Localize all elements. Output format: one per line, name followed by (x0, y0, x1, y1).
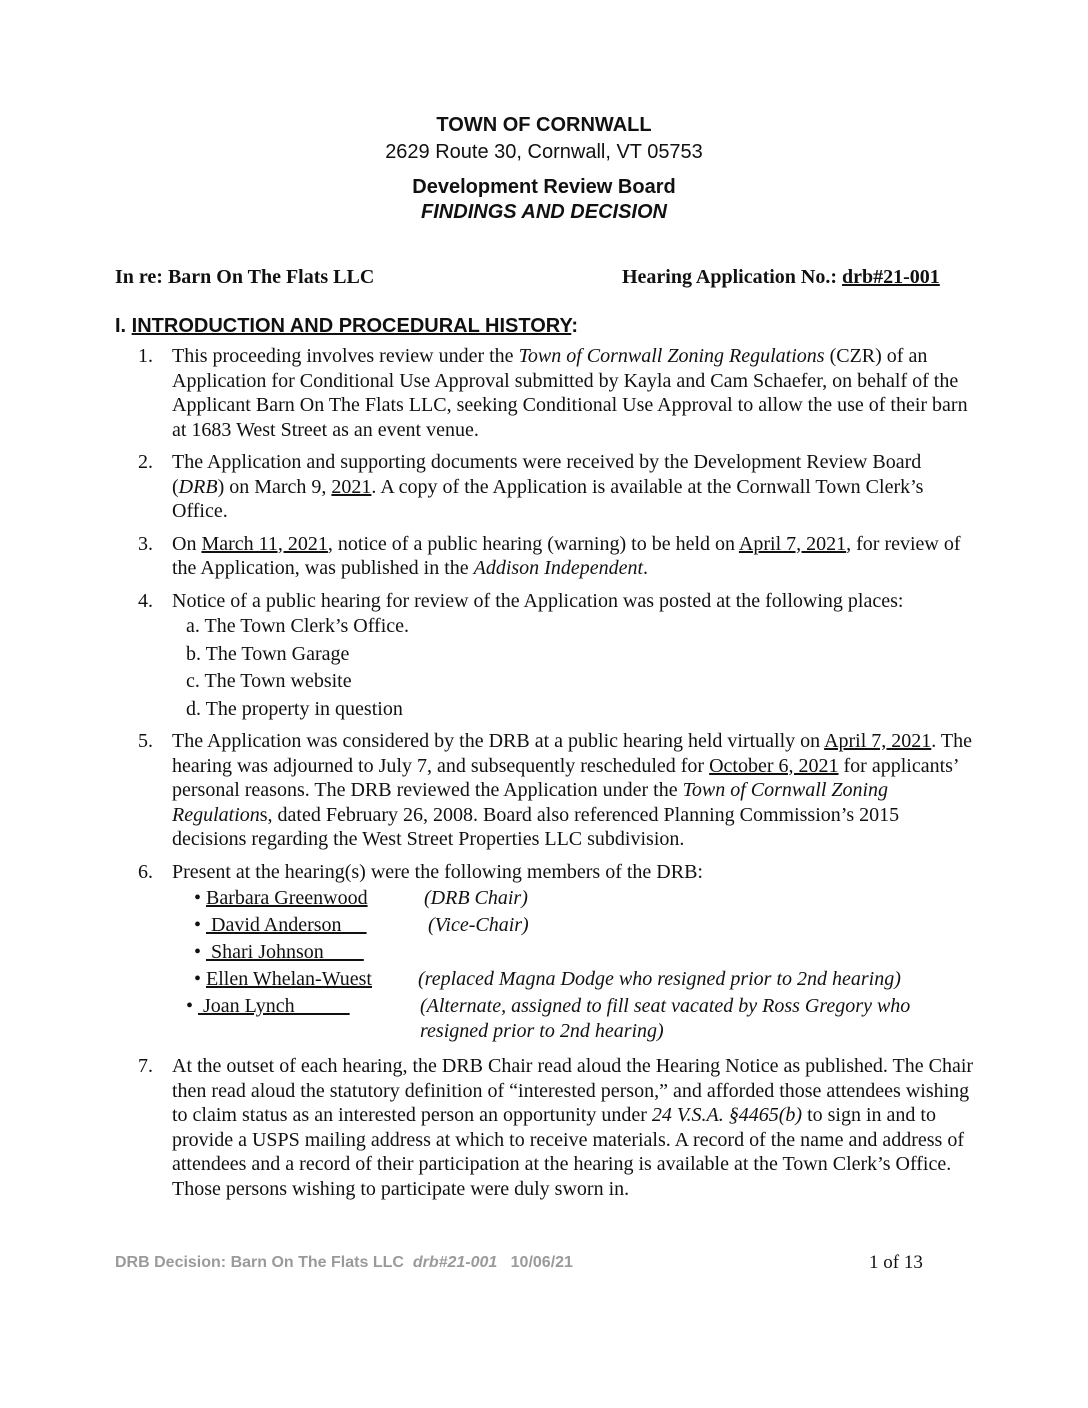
item-number: 7. (138, 1055, 153, 1077)
application-number-value: drb#21-001 (842, 266, 940, 288)
item-text: Notice of a public hearing for review of the Application was posted at the following places: (172, 589, 904, 612)
footer-date: 10/06/21 (497, 1254, 573, 1271)
member-row (194, 940, 978, 967)
page-number: 1 of 13 (869, 1252, 923, 1273)
board-name: Development Review Board (412, 176, 676, 198)
item-text: . A copy of the Application is available at the Cornwall Town Clerk’s Office. (172, 475, 924, 522)
item-number: 3. (138, 532, 153, 555)
item-text: . (643, 557, 649, 579)
section-heading (115, 315, 578, 338)
item-number: 4. (138, 589, 153, 612)
member-row (194, 886, 978, 913)
document-body (138, 344, 978, 1209)
item-number: 6. (138, 860, 153, 883)
item-text: to sign in and to provide a USPS mailing address at which to receive materials. A record of the name and address of attendees and a record of their participation at the hearing is available at the Town Clerk’s Office. Those persons wishing to participate were duly sworn in. (172, 1104, 964, 1200)
bullet: • (194, 914, 202, 936)
list-item (138, 860, 978, 1047)
member-name: Ellen Whelan-Wuest (206, 968, 372, 990)
posting-place: d. The property in question (186, 697, 403, 720)
member-row (186, 994, 978, 1046)
item-number: 2. (138, 451, 153, 473)
posting-places (186, 613, 978, 723)
item-text: ) on March 9, (217, 475, 332, 498)
item-text: This proceeding involves review under the (172, 345, 519, 367)
section-title: INTRODUCTION AND PROCEDURAL HISTORY (131, 315, 572, 337)
item-text: (CZR) of an Application for Conditional Use Approval submitted by Kayla and Cam Schaefer, on behalf of the Applicant Barn On The Flats LLC, seeking Conditional Use Approval to allow the use of their barn at 1683 West Street as an event venue. (172, 345, 968, 441)
item-text-italic: DRB (178, 475, 218, 498)
bullet: • (194, 887, 202, 909)
bullet: • (186, 995, 194, 1017)
posting-place: c. The Town website (186, 670, 352, 692)
item-text: , notice of a public hearing (warning) to be held on (327, 532, 739, 555)
in-re-caption: In re: Barn On The Flats LLC (115, 266, 375, 288)
item-text: The Application and supporting documents were received by the Development Review Board ( (172, 451, 922, 498)
section-colon: : (571, 315, 578, 337)
member-name: Barbara Greenwood (206, 887, 368, 909)
member-list (172, 886, 978, 1046)
town-address: 2629 Route 30, Cornwall, VT 05753 (385, 141, 703, 163)
list-item (138, 1054, 978, 1201)
item-text-underlined: April 7, 2021 (738, 532, 847, 555)
item-text-italic: 24 V.S.A. §4465(b) (651, 1104, 803, 1126)
item-text: . The hearing was adjourned to July 7, and subsequently rescheduled for (172, 730, 973, 777)
member-role: (Vice-Chair) (428, 914, 529, 936)
member-role: (DRB Chair) (424, 887, 528, 909)
footer-title: DRB Decision: Barn On The Flats LLC (115, 1254, 413, 1271)
member-name: Shari Johnson (206, 941, 364, 963)
application-number (622, 266, 940, 289)
item-text-underlined: April 7, 2021 (824, 730, 932, 752)
member-role: (replaced Magna Dodge who resigned prior to 2nd hearing) (418, 968, 901, 990)
item-text-italic: Addison Independent (473, 557, 644, 579)
section-roman: I. (115, 315, 132, 337)
member-row (194, 913, 978, 940)
bullet: • (194, 968, 202, 990)
document-type: FINDINGS AND DECISION (421, 201, 667, 223)
posting-place: b. The Town Garage (186, 642, 350, 665)
list-item (138, 589, 978, 724)
footer-code: drb#21-001 (412, 1254, 498, 1271)
list-item (138, 729, 978, 852)
item-text: The Application was considered by the DRB at a public hearing held virtually on (172, 730, 825, 752)
footer-caption (115, 1254, 573, 1272)
item-text-italic: Town of Cornwall Zoning Regulations (518, 345, 825, 367)
member-row (194, 967, 978, 994)
item-number: 5. (138, 730, 153, 752)
town-name: TOWN OF CORNWALL (436, 114, 652, 136)
list-item (138, 450, 978, 524)
item-text: Present at the hearing(s) were the following members of the DRB: (172, 860, 703, 883)
list-item (138, 532, 978, 581)
item-text: , for review of the Application, was published in the (172, 532, 961, 579)
item-text: At the outset of each hearing, the DRB Chair read aloud the Hearing Notice as published. The Chair then read aloud the statutory definition of “interested person,” and afforded those attendees wishing to claim status as an interested person an opportunity under (172, 1055, 974, 1126)
list-item (138, 344, 978, 442)
bullet: • (194, 941, 202, 963)
member-name: David Anderson (206, 914, 367, 936)
item-text: On (172, 532, 202, 555)
member-name: Joan Lynch (198, 995, 350, 1017)
application-number-label: Hearing Application No.: (622, 266, 843, 288)
item-text-underlined: 2021 (331, 475, 372, 498)
item-text-underlined: October 6, 2021 (709, 754, 839, 777)
member-role: (Alternate, assigned to fill seat vacated by Ross Gregory who resigned prior to 2nd hearing) (420, 995, 911, 1042)
item-text-underlined: March 11, 2021 (201, 532, 328, 555)
item-text: for applicants’ personal reasons. The DRB reviewed the Application under the (172, 754, 959, 801)
item-text: s, dated February 26, 2008. Board also referenced Planning Commission’s 2015 decisions regarding the West Street Properties LLC subdivision. (172, 803, 900, 850)
item-text-italic: Town of Cornwall Zoning Regulation (172, 779, 889, 826)
item-number: 1. (138, 345, 153, 367)
posting-place: a. The Town Clerk’s Office. (186, 615, 409, 637)
